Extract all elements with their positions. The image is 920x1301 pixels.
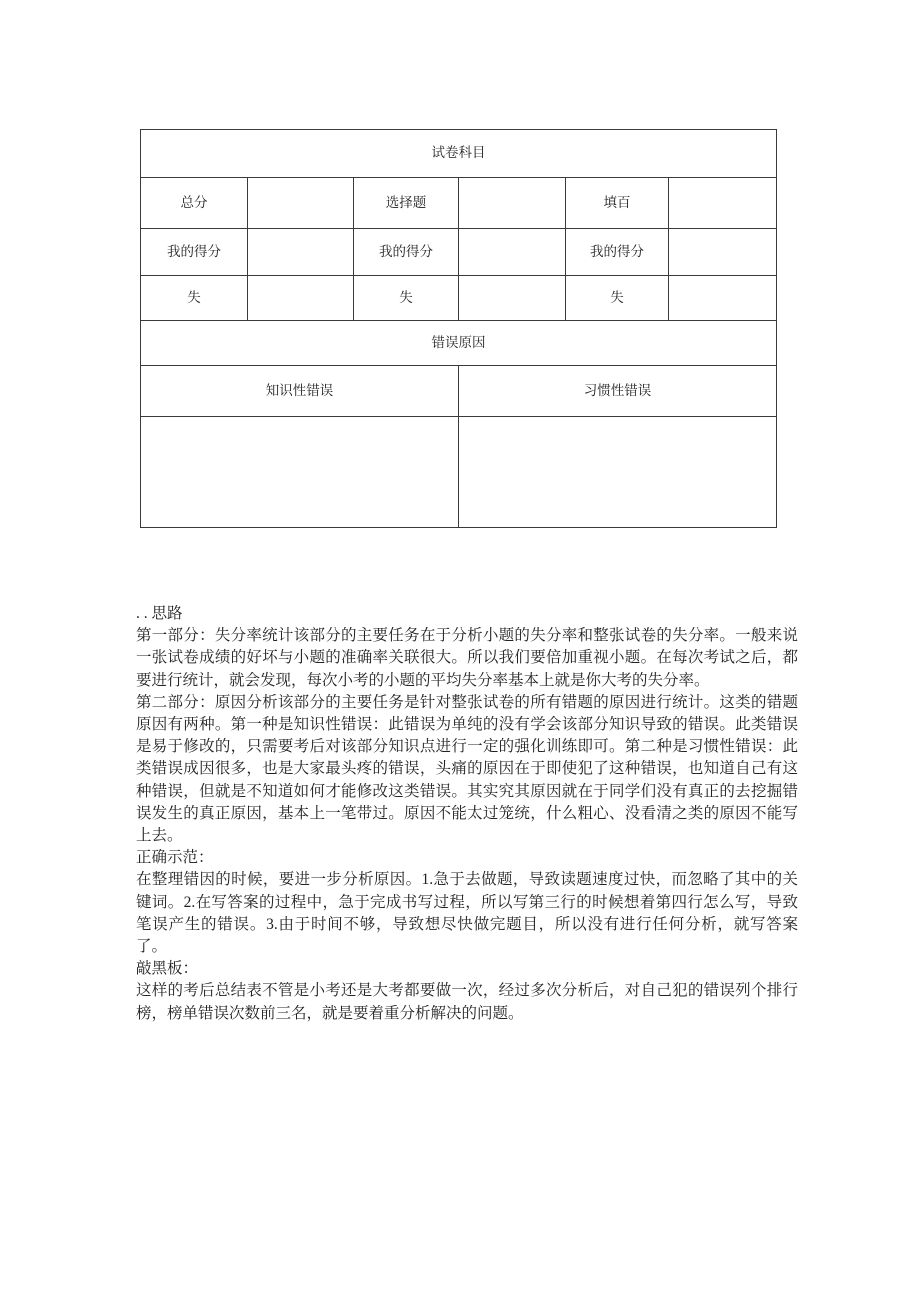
correct-example-text: 在整理错因的时候，要进一步分析原因。1.急于去做题，导致读题速度过快，而忽略了其中的关键词。2.在写答案的过程中，急于完成书写过程，所以写第三行的时候想着第四行怎么写，导致笔误产生的错误。3.由于时间不够，导致想尽快做完题目，所以没有进行任何分析，就写答案了。 (136, 871, 798, 956)
blackboard-label: 敲黑板： (136, 960, 199, 978)
cell-fill-blank-value[interactable] (669, 178, 777, 229)
cell-knowledge-error-header: 知识性错误 (141, 366, 459, 417)
correct-example-label: 正确示范： (136, 849, 214, 867)
table-row-my-score (141, 229, 777, 276)
cell-fill-blank-label: 填百 (566, 178, 669, 229)
cell-loss-label-3: 失 (566, 276, 669, 321)
table-row-subject-title (141, 130, 777, 178)
cell-knowledge-error-entry[interactable] (141, 417, 459, 528)
table-row-error-reason-headers (141, 366, 777, 417)
cell-habit-error-entry[interactable] (459, 417, 777, 528)
blackboard-text: 这样的考后总结表不管是小考还是大考都要做一次，经过多次分析后，对自己犯的错误列个排行榜，榜单错误次数前三名，就是要着重分析解决的问题。 (136, 982, 798, 1022)
notes-heading: . . 思路 (136, 605, 183, 622)
cell-loss-value-1[interactable] (248, 276, 354, 321)
cell-multiple-choice-value[interactable] (459, 178, 566, 229)
cell-loss-value-2[interactable] (459, 276, 566, 321)
cell-my-score-value-2[interactable] (459, 229, 566, 276)
cell-my-score-label-2: 我的得分 (354, 229, 459, 276)
cell-multiple-choice-label: 选择题 (354, 178, 459, 229)
notes-paragraph-part-one: 第一部分：失分率统计该部分的主要任务在于分析小题的失分率和整张试卷的失分率。一般来说一张试卷成绩的好坏与小题的准确率关联很大。所以我们要倍加重视小题。在每次考试之后，都要进行统计，就会发现，每次小考的小题的平均失分率基本上就是你大考的失分率。 (136, 627, 798, 689)
table-row-error-reason-title (141, 321, 777, 366)
cell-loss-label-1: 失 (141, 276, 248, 321)
table-row-error-reason-entry (141, 417, 777, 528)
cell-my-score-value-3[interactable] (669, 229, 777, 276)
table-row-section-headers (141, 178, 777, 229)
cell-my-score-value-1[interactable] (248, 229, 354, 276)
cell-loss-value-3[interactable] (669, 276, 777, 321)
cell-total-score-label: 总分 (141, 178, 248, 229)
notes-body (136, 603, 798, 1025)
cell-total-score-value[interactable] (248, 178, 354, 229)
exam-summary-table-container (140, 129, 776, 528)
exam-summary-table (140, 129, 777, 528)
table-row-loss (141, 276, 777, 321)
notes-paragraph-part-two: 第二部分：原因分析该部分的主要任务是针对整张试卷的所有错题的原因进行统计。这类的错题原因有两种。第一种是知识性错误：此错误为单纯的没有学会该部分知识导致的错误。此类错误是易于修改的，只需要考后对该部分知识点进行一定的强化训练即可。第二种是习惯性错误：此类错误成因很多，也是大家最头疼的错误，头痛的原因在于即使犯了这种错误，也知道自己有这种错误，但就是不知道如何才能修改这类错误。其实究其原因就在于同学们没有真正的去挖掘错误发生的真正原因，基本上一笔带过。原因不能太过笼统，什么粗心、没看清之类的原因不能写上去。 (136, 693, 798, 845)
cell-my-score-label-3: 我的得分 (566, 229, 669, 276)
cell-my-score-label-1: 我的得分 (141, 229, 248, 276)
cell-habit-error-header: 习惯性错误 (459, 366, 777, 417)
cell-error-reason-title: 错误原因 (141, 321, 777, 366)
cell-loss-label-2: 失 (354, 276, 459, 321)
cell-subject-title: 试卷科目 (141, 130, 777, 178)
